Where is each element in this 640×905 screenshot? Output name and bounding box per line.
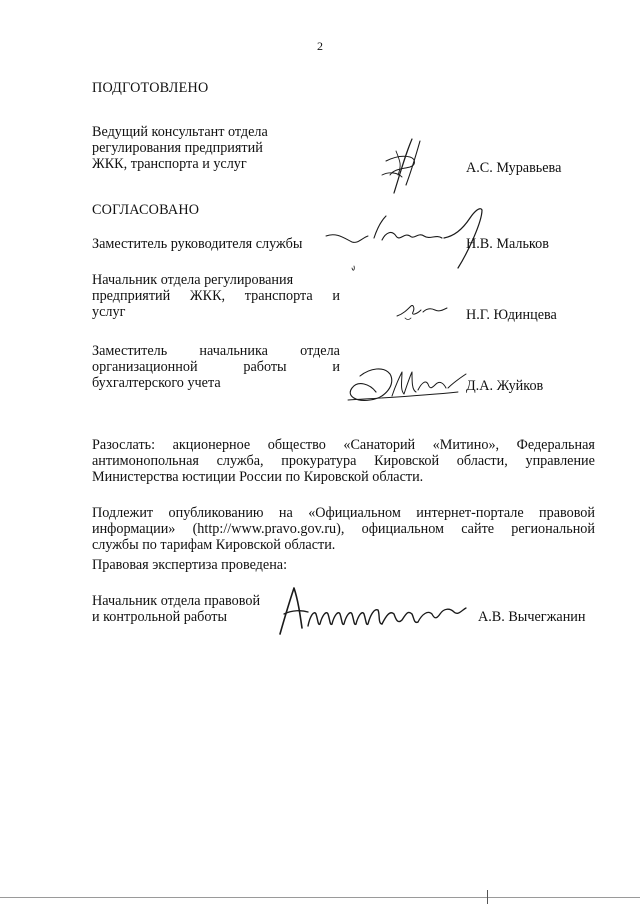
legal-head-position — [92, 593, 260, 625]
position-line — [92, 288, 340, 304]
paragraph-line — [92, 521, 595, 537]
signature-yudintseva — [393, 298, 449, 324]
word: предприятий — [92, 288, 171, 304]
paragraph-line — [92, 437, 595, 453]
word: и — [332, 359, 340, 375]
signature-zhuykov — [340, 362, 470, 406]
word: Разослать: — [92, 437, 156, 453]
publication-paragraph — [92, 505, 595, 553]
position-line — [92, 343, 340, 359]
position-line: ЖКК, транспорта и услуг — [92, 156, 247, 172]
signer-position — [92, 236, 302, 252]
word: «Санаторий — [343, 437, 416, 453]
word: акционерное — [172, 437, 251, 453]
word: служба, — [216, 453, 264, 469]
word: антимонопольная — [92, 453, 199, 469]
word: работы — [243, 359, 287, 375]
position-line: бухгалтерского учета — [92, 375, 221, 391]
word: сайте — [461, 521, 495, 537]
agreed-heading: СОГЛАСОВАНО — [92, 202, 200, 218]
word: на — [278, 505, 293, 521]
position-line: Начальник отдела правовой — [92, 593, 261, 609]
word: Подлежит — [92, 505, 154, 521]
word: «Митино», — [432, 437, 500, 453]
word: Кировской — [374, 453, 440, 469]
word: управление — [525, 453, 595, 469]
word: ЖКК, — [189, 288, 226, 304]
word: официальном — [361, 521, 445, 537]
prepared-heading: ПОДГОТОВЛЕНО — [92, 80, 209, 96]
word: отдела — [300, 343, 340, 359]
position-line: регулирования предприятий — [92, 140, 263, 156]
word: опубликованию — [168, 505, 264, 521]
prepared-position — [92, 124, 268, 172]
word: и — [332, 288, 340, 304]
word: прокуратура — [281, 453, 357, 469]
legal-review-note: Правовая экспертиза проведена: — [92, 557, 288, 573]
word: интернет-портале — [416, 505, 524, 521]
signature-muravyeva — [372, 135, 434, 197]
paragraph-line — [92, 453, 595, 469]
prepared-name: А.С. Муравьева — [466, 160, 562, 176]
legal-head-name: А.В. Вычегжанин — [478, 609, 586, 625]
scan-bottom-edge — [0, 897, 640, 898]
position-line: Начальник отдела регулирования — [92, 272, 294, 288]
word: организационной — [92, 359, 198, 375]
position-line: и контрольной работы — [92, 609, 227, 625]
paragraph-line — [92, 505, 595, 521]
word: «Официальном — [308, 505, 401, 521]
signature-vychegzhanin — [274, 580, 470, 638]
word: общество — [267, 437, 326, 453]
word: информации» — [92, 521, 176, 537]
word: начальника — [199, 343, 268, 359]
distribution-paragraph — [92, 437, 595, 485]
signer-name: Д.А. Жуйков — [466, 378, 544, 394]
word: (http://www.pravo.gov.ru), — [192, 521, 345, 537]
word: Заместитель — [92, 343, 168, 359]
word: транспорта — [244, 288, 313, 304]
position-line: Заместитель руководителя службы — [92, 236, 303, 252]
scan-edge-mark — [487, 890, 488, 904]
word: правовой — [539, 505, 595, 521]
signer-position — [92, 343, 340, 391]
position-line: Ведущий консультант отдела — [92, 124, 268, 140]
position-line: услуг — [92, 304, 126, 320]
position-line — [92, 359, 340, 375]
paragraph-line: Министерства юстиции России по Кировской области. — [92, 469, 424, 485]
signer-position — [92, 272, 340, 320]
word: региональной — [511, 521, 595, 537]
signer-name: Н.В. Мальков — [466, 236, 549, 252]
word: области, — [456, 453, 508, 469]
paragraph-line: службы по тарифам Кировской области. — [92, 537, 336, 553]
word: Федеральная — [516, 437, 595, 453]
signer-name: Н.Г. Юдинцева — [466, 307, 557, 323]
page-number: 2 — [317, 39, 323, 53]
